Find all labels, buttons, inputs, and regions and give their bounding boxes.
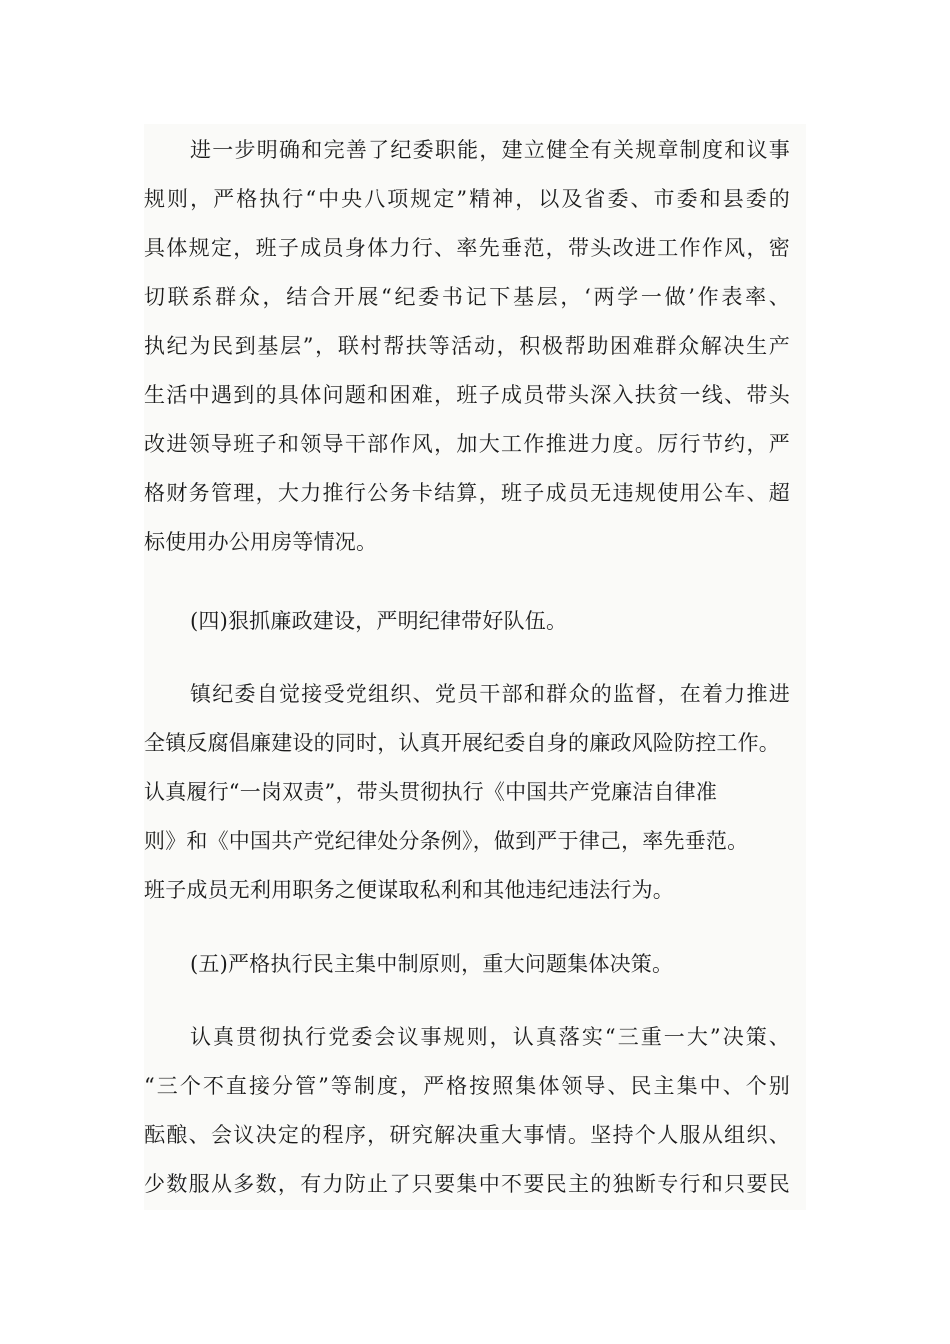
heading-text: (四)狠抓廉政建设，严明纪律带好队伍。	[190, 609, 568, 633]
heading-text: (五)严格执行民主集中制原则，重大问题集体决策。	[190, 952, 674, 976]
text-line: 改进领导班子和领导干部作风，加大工作推进力度。厉行节约，严	[144, 432, 790, 456]
text-line: 具体规定，班子成员身体力行、率先垂范，带头改进工作作风，密	[144, 236, 790, 260]
text-line: 酝酿、会议决定的程序，研究解决重大事情。坚持个人服从组织、	[144, 1123, 790, 1147]
text-line: 执纪为民到基层”，联村帮扶等活动，积极帮助困难群众解决生产	[144, 334, 790, 358]
text-line: “三个不直接分管”等制度，严格按照集体领导、民主集中、个别	[144, 1074, 790, 1098]
text-line: 标使用办公用房等情况。	[144, 530, 378, 554]
text-line: 则》和《中国共产党纪律处分条例》，做到严于律己，率先垂范。	[144, 829, 749, 853]
text-line: 认真贯彻执行党委会议事规则，认真落实“三重一大”决策、	[190, 1025, 790, 1049]
text-line: 规则，严格执行“中央八项规定”精神，以及省委、市委和县委的	[144, 187, 790, 211]
text-line: 切联系群众，结合开展“纪委书记下基层，‘两学一做’作表率、	[144, 285, 790, 309]
text-line: 少数服从多数，有力防止了只要集中不要民主的独断专行和只要民	[144, 1172, 790, 1196]
text-line: 认真履行“一岗双责”，带头贯彻执行《中国共产党廉洁自律准	[144, 780, 718, 804]
text-line: 班子成员无利用职务之便谋取私利和其他违纪违法行为。	[144, 878, 674, 902]
text-line: 全镇反腐倡廉建设的同时，认真开展纪委自身的廉政风险防控工作。	[144, 731, 780, 755]
text-line: 格财务管理，大力推行公务卡结算，班子成员无违规使用公车、超	[144, 481, 790, 505]
text-line: 镇纪委自觉接受党组织、党员干部和群众的监督，在着力推进	[190, 682, 790, 706]
text-line: 进一步明确和完善了纪委职能，建立健全有关规章制度和议事	[190, 138, 790, 162]
text-line: 生活中遇到的具体问题和困难，班子成员带头深入扶贫一线、带头	[144, 383, 790, 407]
